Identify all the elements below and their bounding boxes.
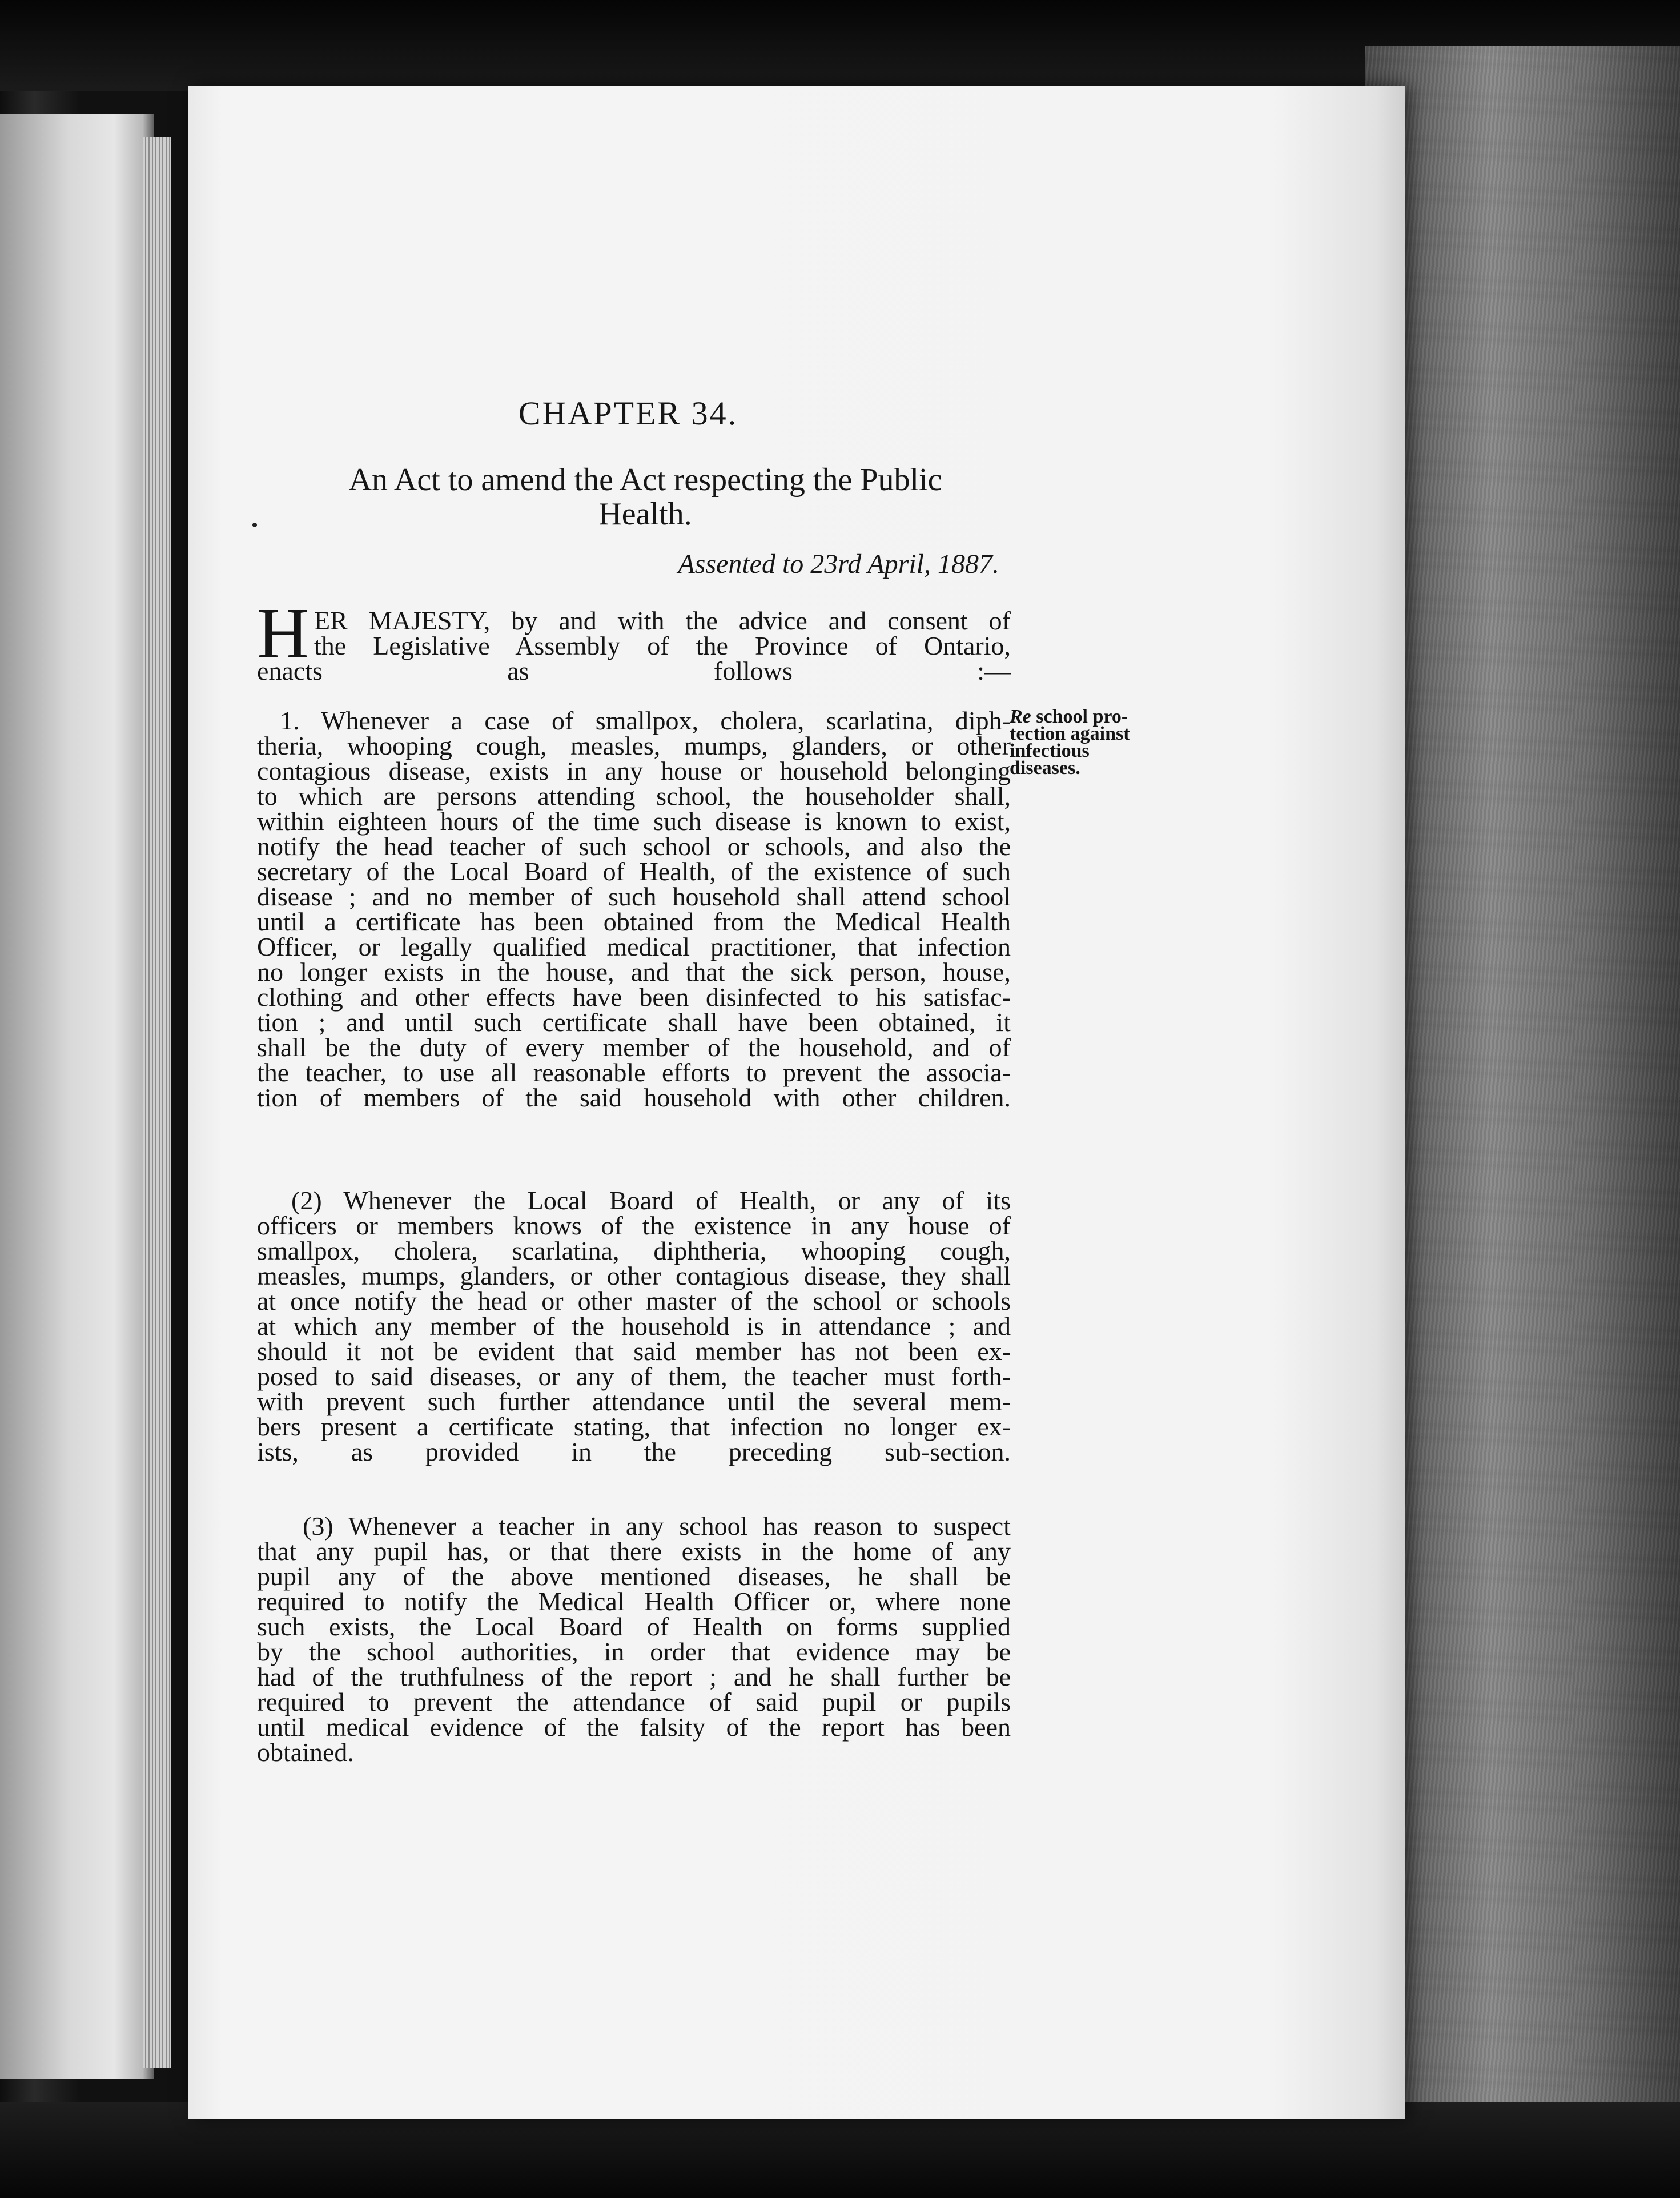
act-title-line-2: Health. [598, 496, 692, 532]
section-1-line: to which are persons attending school, the householder shall, [257, 781, 1011, 811]
scanner-cloth-background [1365, 46, 1680, 2125]
section-3-line: until medical evidence of the falsity of the report has been [257, 1712, 1011, 1742]
section-3-line: obtained. [257, 1738, 354, 1767]
section-3-line: by the school authorities, in order that evidence may be [257, 1637, 1011, 1666]
section-1 [257, 708, 1011, 1110]
margin-note-line: tection against [1010, 723, 1130, 744]
section-2 [257, 1188, 1011, 1465]
section-1-line: clothing and other effects have been disinfected to his satisfac- [257, 982, 1011, 1012]
preamble-last-line [257, 656, 1011, 685]
facing-page-edge [0, 114, 154, 2079]
section-2-line: at once notify the head or other master of the school or schools [257, 1286, 1011, 1315]
section-2-line: measles, mumps, glanders, or other contagious disease, they shall [257, 1261, 1011, 1290]
margin-note-line: infectious [1010, 740, 1090, 761]
drop-cap-letter: H [257, 594, 309, 673]
section-1-line: no longer exists in the house, and that the sick person, house, [257, 957, 1011, 986]
margin-note [1010, 708, 1158, 777]
preamble-first-lines [314, 608, 1011, 659]
section-3-line: required to notify the Medical Health Officer or, where none [257, 1587, 1011, 1616]
margin-note-italic: Re [1010, 706, 1031, 727]
act-title [331, 463, 959, 531]
document-page [188, 86, 1405, 2119]
section-1-line: within eighteen hours of the time such disease is known to exist, [257, 807, 1011, 836]
section-1-line: notify the head teacher of such school or schools, and also the [257, 832, 1011, 861]
section-1-line: until a certificate has been obtained from the Medical Health [257, 907, 1011, 936]
section-2-line: smallpox, cholera, scarlatina, diphtheria, whooping cough, [257, 1236, 1011, 1265]
section-1-line: contagious disease, exists in any house or household belonging [257, 756, 1011, 785]
act-title-line-1: An Act to amend the Act respecting the Public [348, 462, 942, 498]
section-3-line: that any pupil has, or that there exists in the home of any [257, 1537, 1011, 1566]
section-1-line: tion ; and until such certificate shall have been obtained, it [257, 1008, 1011, 1037]
section-1-line: the teacher, to use all reasonable efforts to prevent the associa- [257, 1058, 1011, 1087]
section-3 [257, 1511, 1011, 1767]
preamble-line: ER MAJESTY, by and with the advice and consent of [314, 606, 1011, 635]
section-1-line: shall be the duty of every member of the household, and of [257, 1033, 1011, 1062]
margin-note-line: diseases. [1010, 757, 1080, 779]
section-2-line: with prevent such further attendance until the several mem- [257, 1387, 1011, 1416]
section-1-line: 1. Whenever a case of smallpox, cholera, scarlatina, diph- [280, 706, 1011, 735]
margin-note-text: school pro- [1031, 706, 1128, 727]
stray-ink-mark [252, 523, 257, 527]
section-3-line: pupil any of the above mentioned diseases, he shall be [257, 1562, 1011, 1591]
preamble-line: enacts as follows :— [257, 656, 1011, 685]
section-2-line: posed to said diseases, or any of them, the teacher must forth- [257, 1362, 1011, 1391]
section-1-line: Officer, or legally qualified medical practitioner, that infection [257, 932, 1011, 961]
section-2-line: ists, as provided in the preceding sub-section. [257, 1437, 1011, 1466]
section-2-line: at which any member of the household is in attendance ; and [257, 1311, 1011, 1341]
preamble-line: the Legislative Assembly of the Province of Ontario, [314, 631, 1011, 660]
assent-date: Assented to 23rd April, 1887. [678, 549, 999, 579]
section-3-line: such exists, the Local Board of Health on forms supplied [257, 1612, 1011, 1641]
section-2-line: should it not be evident that said member has not been ex- [257, 1337, 1011, 1366]
section-2-line: officers or members knows of the existence in any house of [257, 1211, 1011, 1240]
section-3-line: required to prevent the attendance of said pupil or pupils [257, 1687, 1011, 1716]
page-stack-edges [143, 137, 171, 2068]
section-3-line: had of the truthfulness of the report ; and he shall further be [257, 1662, 1011, 1691]
section-1-line: tion of members of the said household with other children. [257, 1083, 1011, 1112]
section-2-line: bers present a certificate stating, that infection no longer ex- [257, 1412, 1011, 1441]
section-3-line: (3) Whenever a teacher in any school has reason to suspect [303, 1511, 1011, 1541]
section-1-line: disease ; and no member of such household shall attend school [257, 882, 1011, 911]
chapter-heading: CHAPTER 34. [518, 395, 738, 432]
section-1-line: secretary of the Local Board of Health, of the existence of such [257, 857, 1011, 886]
section-1-line: theria, whooping cough, measles, mumps, glanders, or other [257, 731, 1011, 760]
section-2-line: (2) Whenever the Local Board of Health, or any of its [291, 1186, 1011, 1215]
